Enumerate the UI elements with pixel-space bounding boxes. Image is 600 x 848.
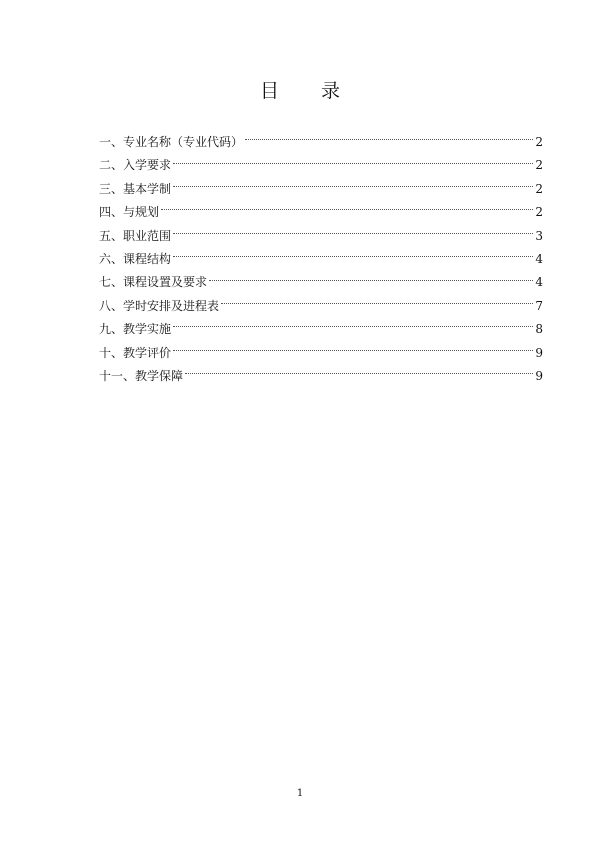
toc-entry-page: 4	[535, 275, 543, 290]
toc-entry-page: 8	[535, 322, 543, 337]
toc-dot-leader	[173, 326, 533, 327]
toc-entry-label: 五、职业范围	[99, 228, 172, 243]
toc-dot-leader	[185, 373, 533, 374]
toc-entry-label: 四、与规划	[99, 205, 160, 220]
toc-dot-leader	[173, 233, 533, 234]
toc-entry-10[interactable]	[99, 342, 543, 365]
toc-entry-page: 3	[535, 228, 543, 243]
toc-dot-leader	[245, 139, 533, 140]
toc-dot-leader	[173, 163, 533, 164]
toc-entry-8[interactable]	[99, 295, 543, 318]
toc-dot-leader	[173, 350, 533, 351]
toc-dot-leader	[209, 280, 533, 281]
toc-entry-page: 2	[535, 135, 543, 149]
toc-entry-7[interactable]	[99, 271, 543, 294]
page-number: 1	[296, 788, 304, 799]
toc-entry-page: 9	[535, 345, 543, 360]
toc-entry-label: 十、教学评价	[99, 345, 172, 360]
toc-entry-label: 九、教学实施	[99, 322, 172, 337]
toc-entry-label: 八、学时安排及进程表	[99, 298, 220, 313]
toc-entry-6[interactable]	[99, 248, 543, 271]
toc-entry-page: 9	[535, 368, 543, 383]
toc-entry-page: 7	[535, 298, 543, 313]
toc-entry-4[interactable]	[99, 201, 543, 224]
toc-entry-2[interactable]	[99, 154, 543, 177]
toc-dot-leader	[221, 303, 533, 304]
toc-entry-9[interactable]	[99, 318, 543, 341]
toc-entry-page: 2	[535, 205, 543, 220]
toc-entry-label: 一、专业名称（专业代码）	[99, 135, 244, 149]
toc-entry-page: 4	[535, 251, 543, 266]
toc-entry-label: 六、课程结构	[99, 251, 172, 266]
toc-entry-5[interactable]	[99, 225, 543, 248]
table-of-contents	[99, 131, 543, 388]
toc-entry-page: 2	[535, 158, 543, 173]
toc-dot-leader	[173, 186, 533, 187]
toc-title: 目 录	[259, 80, 359, 102]
toc-dot-leader	[161, 209, 533, 210]
toc-entry-3[interactable]	[99, 178, 543, 201]
toc-entry-11[interactable]	[99, 365, 543, 388]
toc-entry-label: 十一、教学保障	[99, 368, 184, 383]
toc-entry-label: 七、课程设置及要求	[99, 275, 208, 290]
toc-entry-label: 二、入学要求	[99, 158, 172, 173]
toc-entry-1[interactable]	[99, 131, 543, 154]
toc-entry-page: 2	[535, 181, 543, 196]
toc-dot-leader	[173, 256, 533, 257]
toc-entry-label: 三、基本学制	[99, 181, 172, 196]
